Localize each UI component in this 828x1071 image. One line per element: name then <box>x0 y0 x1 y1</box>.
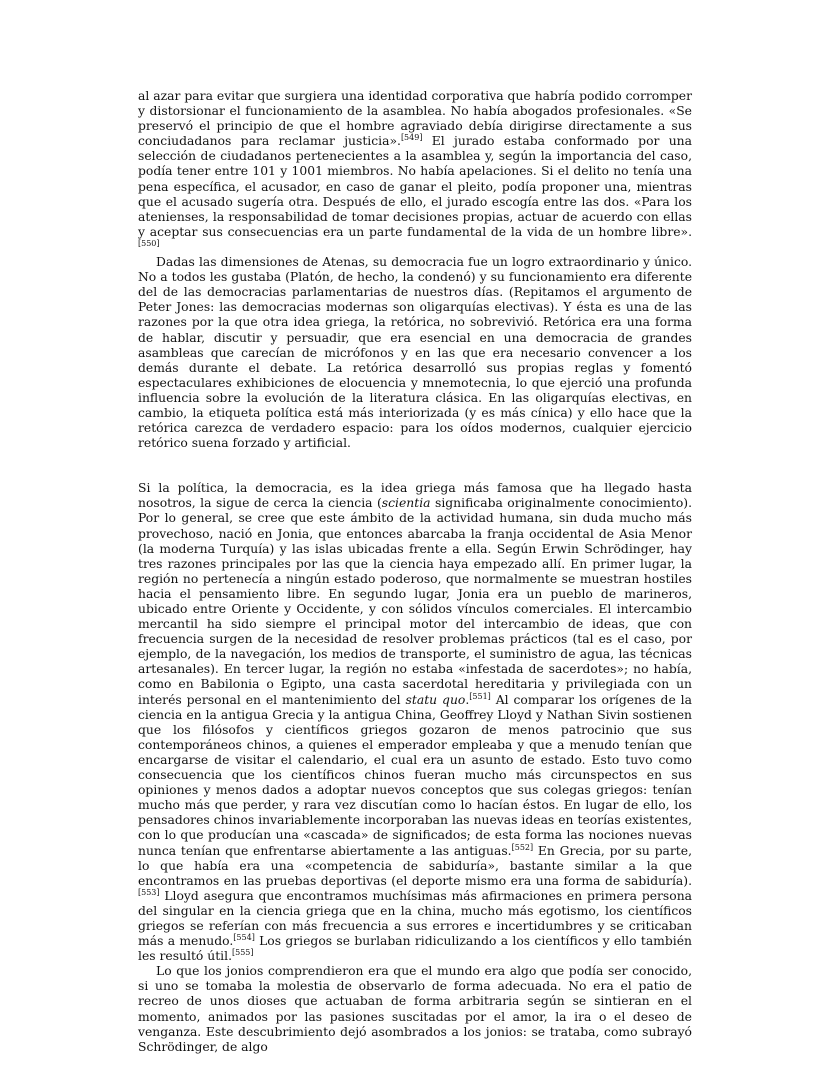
text-run: Si la política, la democracia, es la idea griega más famosa que ha llegado hasta nosotros, la sigue de cerca la ciencia ( <box>138 481 692 511</box>
paragraph-greek-science <box>138 481 692 964</box>
text-run: al azar para evitar que surgiera una identidad corporativa que habría podido corromper y distorsionar el funcionamiento de la asamblea. No había abogados profesionales. «Se preservó el principio de que el hombre agraviado debía dirigirse directamente a sus conciudadanos para reclamar justicia». <box>138 89 692 149</box>
text-run: significaba originalmente conocimiento). Por lo general, se cree que este ámbito de la actividad humana, sin duda mucho más provechoso, nació en Jonia, que entonces abarcaba la franja occidental de Asia Menor (la moderna Turquía) y las islas ubicadas frente a ella. Según Erwin Schrödinger, hay tres razones principales por las que la ciencia haya empezado allí. En primer lugar, la región no pertenecía a ningún estado poderoso, que normalmente se muestran hostiles hacia el pensamiento libre. En segundo lugar, Jonia era un pueblo de marineros, ubicado entre Oriente y Occidente, y con sólidos vínculos comerciales. El intercambio mercantil ha sido siempre el principal motor del intercambio de ideas, que con frecuencia surgen de la necesidad de resolver problemas prácticos (tal es el caso, por ejemplo, de la navegación, los medios de transporte, el suministro de agua, las técnicas artesanales). En tercer lugar, la región no estaba «infestada de sacerdotes»; no había, como en Babilonia o Egipto, una casta sacerdotal hereditaria y privilegiada con un interés personal en el mantenimiento del <box>138 496 693 707</box>
footnote-ref-553[interactable]: [553] <box>138 887 160 897</box>
footnote-ref-552[interactable]: [552] <box>511 842 534 852</box>
text-run: Los griegos se burlaban ridiculizando a los científicos y ello también les resultó útil. <box>138 934 692 964</box>
text-run: Lo que los jonios comprendieron era que el mundo era algo que podía ser conocido, si uno se tomaba la molestia de observarlo de forma adecuada. No era el patio de recreo de unos dioses que actuaban de forma arbitraria según se sintieran en el momento, animados por las pasiones suscitadas por el amor, la ira o el deseo de venganza. Este descubrimiento dejó asombrados a los jonios: se trataba, como subrayó Schrödinger, de algo <box>138 964 692 1054</box>
footnote-ref-550[interactable]: [550] <box>138 238 160 248</box>
italic-term-scientia: scientia <box>381 496 431 511</box>
text-run: . <box>465 692 470 707</box>
footnote-ref-554[interactable]: [554] <box>233 933 255 943</box>
footnote-ref-551[interactable]: [551] <box>469 691 491 701</box>
text-run: El jurado estaba conformado por una selección de ciudadanos pertenecientes a la asamblea y, según la importancia del caso, podía tener entre 101 y 1001 miembros. No había apelaciones. Si el delito no tenía una pena específica, el acusador, en caso de ganar el pleito, podía proponer una, mientras que el acusado sugería otra. Después de ello, el jurado escogía entre las dos. «Para los atenienses, la responsabilidad de tomar decisiones propias, actuar de acuerdo con ellas y aceptar sus consecuencias era un parte fundamental de la vida de un hombre libre». <box>138 134 692 239</box>
footnote-ref-555[interactable]: [555] <box>232 948 254 958</box>
section-break <box>138 451 692 481</box>
text-run: En Grecia, por su parte, lo que había era una «competencia de sabiduría», bastante similar a la que encontramos en las pruebas deportivas (el deporte mismo era una forma de sabiduría). <box>138 843 692 888</box>
paragraph-athenian-democracy-rhetoric <box>138 255 692 451</box>
text-run: Lloyd asegura que encontramos muchísimas más afirmaciones en primera persona del singular en la ciencia griega que en la china, mucho más egotismo, los científicos griegos se referían con más frecuencia a sus errores e incertidumbres y se criticaban más a menudo. <box>138 888 692 949</box>
paragraph-jury-and-justice <box>138 89 692 255</box>
text-run: Dadas las dimensiones de Atenas, su democracia fue un logro extraordinario y único. No a todos les gustaba (Platón, de hecho, la condenó) y su funcionamiento era diferente del de las democracias parlamentarias de nuestros días. (Repitamos el argumento de Peter Jones: las democracias modernas son oligarquías electivas). Y ésta es una de las razones por la que otra idea griega, la retórica, no sobrevivió. Retórica era una forma de hablar, discutir y persuadir, que era esencial en una democracia de grandes asambleas que carecían de micrófonos y en las que era necesario convencer a los demás durante el debate. La retórica desarrolló sus propias reglas y fomentó espectaculares exhibiciones de elocuencia y mnemotecnia, lo que ejerció una profunda influencia sobre la evolución de la literatura clásica. En las oligarquías electivas, en cambio, la etiqueta política está más interiorizada (y es más cínica) y ello hace que la retórica carezca de verdadero espacio: para los oídos modernos, cualquier ejercicio retórico suena forzado y artificial. <box>138 255 692 451</box>
italic-term-statu-quo: statu quo <box>405 692 466 707</box>
paragraph-ionians-knowable-world <box>138 964 692 1055</box>
footnote-ref-549[interactable]: [549] <box>400 133 423 143</box>
text-run: Al comparar los orígenes de la ciencia en la antigua Grecia y la antigua China, Geoffrey Lloyd y Nathan Sivin sostienen que los filósofos y científicos griegos gozaron de menos patrocinio que sus contemporáneos chinos, a quienes el emperador empleaba y que a menudo tenían que encargarse de visitar el calendario, el cual era un asunto de estado. Esto tuvo como consecuencia que los científicos chinos fueran mucho más circunspectos en sus opiniones y menos dados a adoptar nuevos conceptos que sus colegas griegos: tenían mucho más que perder, y rara vez discutían como lo hacían éstos. En lugar de ello, los pensadores chinos invariablemente incorporaban las nuevas ideas en teorías existentes, con lo que producían una «cascada» de significados; de esta forma las nociones nuevas nunca tenían que enfrentarse abiertamente a las antiguas. <box>138 692 692 858</box>
document-page <box>138 89 692 1055</box>
